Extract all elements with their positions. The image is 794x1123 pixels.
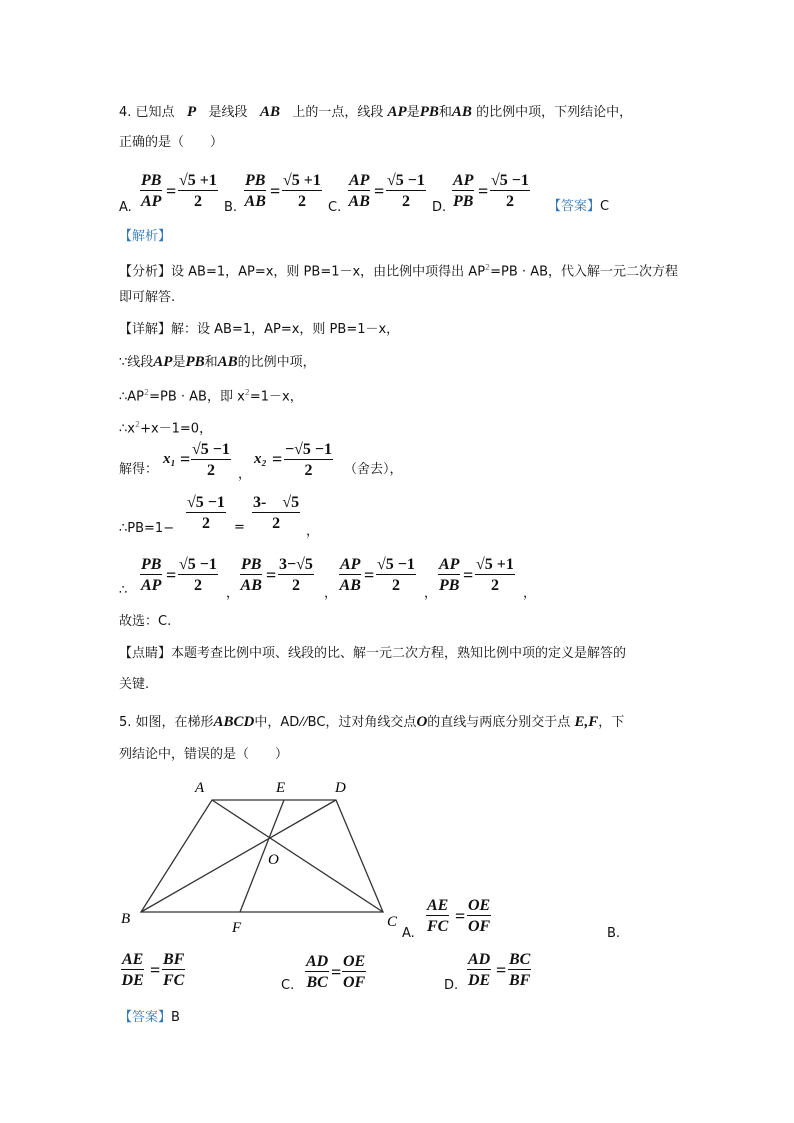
solve-label: 解得： [119,462,159,477]
text: +x－1=0， [140,421,213,437]
text: BC，过对角线交点 [307,715,417,730]
dianjing-line2: 关键. [119,677,150,692]
label-f: F [232,920,242,936]
stem-text: 4. 已知点 [119,105,175,120]
denominator: DE [121,972,144,989]
denominator: AB [348,193,370,210]
text: =1－x， [249,389,303,405]
numerator: BC [509,951,531,968]
math-var: AP [153,354,173,370]
denominator: BF [509,972,531,989]
q4-option-c-label: C. [328,200,342,215]
q5-option-a-lhs [426,897,449,935]
denominator: 2 [297,193,306,210]
answer-value: C [600,199,610,214]
answer-tag: 【答案】 [548,199,601,214]
equals-sign: = [150,960,161,980]
q5-option-b-label: B. [607,926,621,941]
q5-answer [119,1010,180,1026]
text: 的直线与两底分别交于点 [427,715,571,730]
equals-sign: = [272,449,283,469]
denominator: 2 [291,577,300,594]
text: =PB · AB，即 x [149,389,245,405]
text: 是 [172,355,186,370]
text: ∴x [119,421,135,437]
equals-sign: = [166,565,177,585]
numerator: −√5 −1 [285,441,333,458]
numerator: √5 −1 [179,556,217,573]
label-e: E [276,780,286,796]
text: ∵线段 [119,355,154,370]
q4-option-d-label: D. [432,200,447,215]
q5-option-a-rhs [467,897,491,935]
numerator: √5 +1 [179,172,217,189]
equals-sign: = [455,906,466,926]
q5-stem-line2: 列结论中，错误的是（ ） [119,747,289,762]
denominator: 2 [206,462,215,479]
numerator: √5 +1 [476,556,514,573]
q5-option-d-label: D. [444,978,459,993]
pb-label: ∴PB=1− [119,521,175,536]
comma: ， [523,586,537,601]
stem-text: 的比例中项，下列结论中， [476,105,633,120]
choose-line: 故选：C. [119,614,172,629]
denominator: OF [468,918,491,935]
numerator: AE [427,897,449,914]
xiangjie-line: 【详解】解：设 AB=1，AP=x，则 PB=1－x， [119,322,400,337]
denominator: 2 [490,577,499,594]
denominator: DE [468,972,491,989]
comma: ， [226,586,240,601]
fenxi-line2: 即可解答. [119,290,176,305]
q5-option-c-label: C. [281,978,295,993]
numerator: PB [141,172,162,189]
denominator: AP [141,193,162,210]
equals-sign: = [270,181,281,201]
numerator: PB [241,556,262,573]
math-var: ABCD [213,714,255,730]
q5-option-c-lhs [305,953,329,991]
math-var: E,F [574,714,599,730]
denominator: AP [141,577,162,594]
denominator: 2 [272,515,281,532]
math-var: P [186,104,197,120]
math-var: AB [259,104,280,120]
text: 中，AD [254,715,300,730]
therefore-symbol: ∴ [119,583,128,598]
label-b: B [121,911,131,927]
numerator: OE [343,953,366,970]
numerator: AD [468,951,491,968]
numerator: √5 −1 [192,441,230,458]
equals-sign: = [166,181,177,201]
analysis-tag: 【解析】 [119,229,172,244]
numerator: √5 −1 [377,556,415,573]
equals-sign: = [374,181,385,201]
stem-text: 上的一点，线段 [292,105,384,120]
q5-option-c-rhs [342,953,366,991]
denominator: 2 [401,193,410,210]
label-a: A [195,780,205,796]
denominator: 2 [193,193,202,210]
comma: ， [238,467,252,482]
math-var: PB [419,104,439,120]
superscript: 2 [244,388,250,397]
q4-option-a-label: A. [119,200,132,215]
q5-option-b-lhs [121,951,144,989]
denominator: AB [244,193,266,210]
numerator: √5 −1 [187,494,225,511]
numerator: AP [349,172,370,189]
equals-sign: = [331,962,342,982]
math-var: AB [451,104,472,120]
stem-text: 是线段 [208,105,248,120]
x1-var: x₁ [163,451,176,467]
label-c: C [387,914,398,930]
superscript: 2 [485,263,491,272]
denominator: AB [240,577,262,594]
q4-option-b-label: B. [224,200,238,215]
numerator: 3−√5 [279,556,313,573]
text: 和 [204,355,218,370]
superscript: 2 [144,388,150,397]
numerator: PB [141,556,162,573]
q5-option-b-rhs [162,951,185,989]
label-d: D [335,780,346,796]
denominator: 2 [391,577,400,594]
numerator: 3- √5 [253,494,300,511]
q4-stem-line2: 正确的是（ ） [119,135,224,150]
text: 的比例中项， [237,355,316,370]
equals-sign: = [234,520,245,535]
comma: ， [306,524,320,539]
equals-sign: = [266,565,277,585]
math-var: AB [217,354,238,370]
numerator: AE [122,951,144,968]
denominator: 2 [193,577,202,594]
denominator: AB [339,577,361,594]
denominator: FC [427,918,449,935]
equals-sign: = [180,449,191,469]
numerator: OE [468,897,491,914]
comma: ， [324,586,338,601]
equals-sign: = [496,960,507,980]
answer-value: B [171,1010,180,1025]
text: 【分析】设 AB=1，AP=x，则 PB=1－x，由比例中项得出 AP [119,264,486,280]
text: ∴AP [119,389,145,405]
answer-tag: 【答案】 [119,1010,172,1025]
denominator: BC [306,974,328,991]
equals-sign: = [463,565,474,585]
parallel-symbol: // [299,714,308,730]
math-var: AP [387,104,407,120]
dianjing-line1: 【点睛】本题考查比例中项、线段的比、解一元二次方程，熟知比例中项的定义是解答的 [119,646,627,661]
label-o: O [268,852,279,868]
numerator: √5 −1 [491,172,529,189]
denominator: OF [343,974,366,991]
equals-sign: = [364,565,375,585]
numerator: AP [340,556,361,573]
q5-option-d-rhs [508,951,531,989]
text: ，下 [598,715,625,730]
discard-text: （舍去）， [344,462,403,477]
numerator: BF [163,951,185,968]
stem-text: 是 [406,105,420,120]
math-var: O [416,714,428,730]
denominator: 2 [201,515,210,532]
numerator: √5 +1 [283,172,321,189]
numerator: PB [245,172,266,189]
q5-option-a-label: A. [402,926,415,941]
denominator: PB [439,577,460,594]
text: 5. 如图，在梯形 [119,715,214,730]
numerator: AD [306,953,329,970]
denominator: FC [163,972,185,989]
superscript: 2 [134,420,141,429]
q5-option-d-lhs [467,951,491,989]
equals-sign: = [478,181,489,201]
math-var: PB [185,354,205,370]
numerator: AP [453,172,474,189]
stem-text: 和 [438,105,452,120]
numerator: AP [439,556,460,573]
x2-var: x₂ [254,451,267,467]
denominator: PB [453,193,474,210]
denominator: 2 [304,462,313,479]
numerator: √5 −1 [387,172,425,189]
comma: ， [424,586,438,601]
denominator: 2 [505,193,514,210]
text: =PB · AB，代入解一元二次方程 [490,264,678,280]
